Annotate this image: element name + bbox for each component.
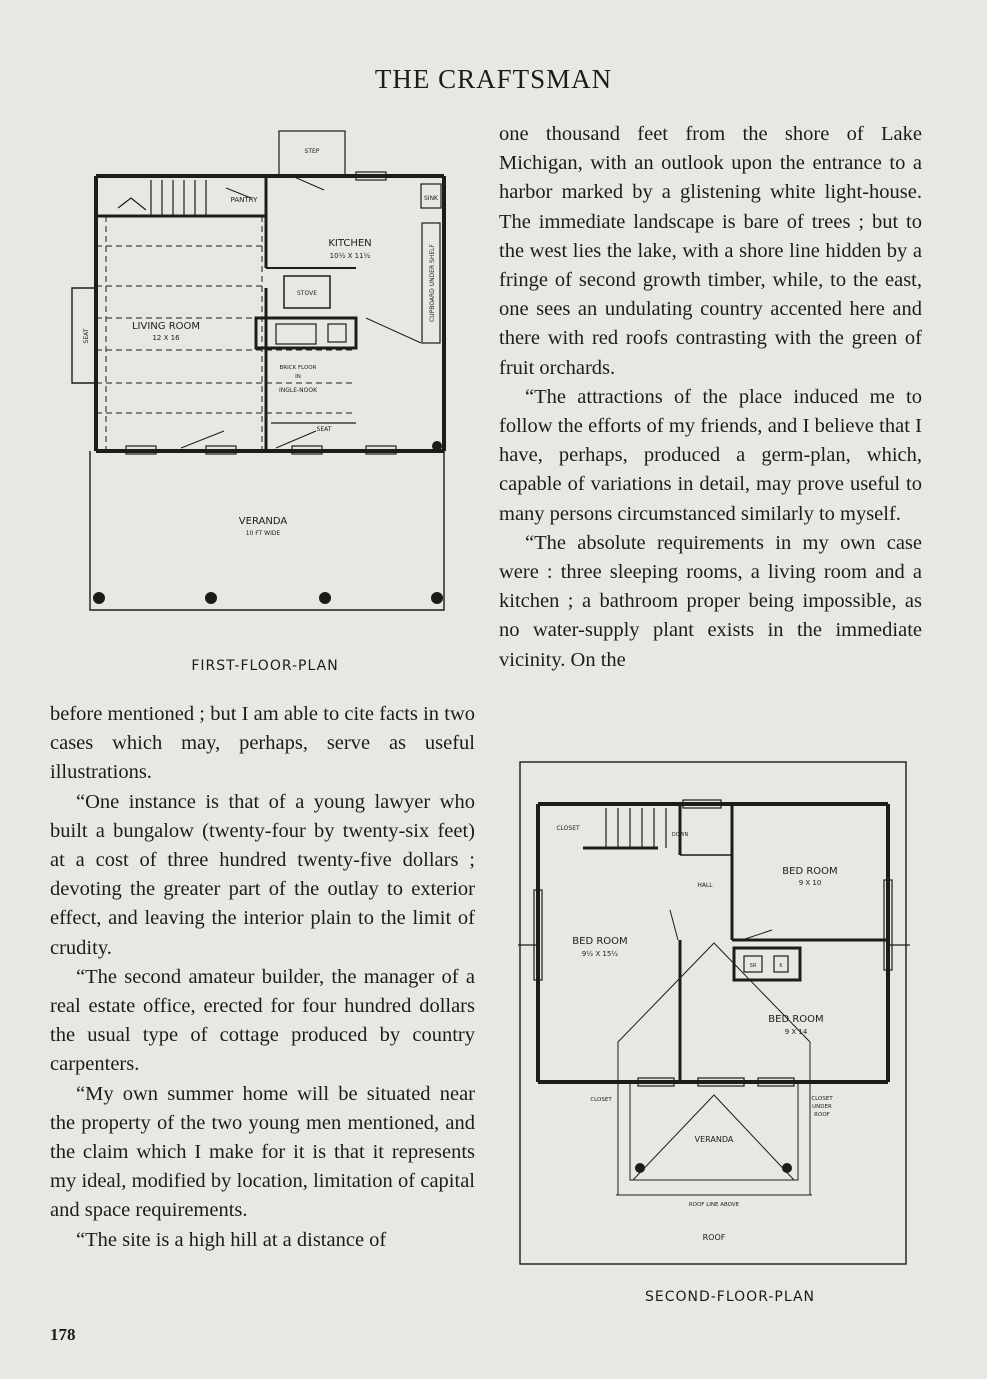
left-paragraph-3: “The second amateur builder, the manager of a real estate office, erected for four hundred dollars the usual type of cottage produced by country carpenters. bbox=[50, 965, 475, 1076]
left-paragraph-2: “One instance is that of a young lawyer who built a bungalow (twenty-four by twenty-six feet) at a cost of three hundred twenty-five dollars ; devoting the greater part of the outlay to exterior effect, and leaving the interior plain to the limit of crudity. bbox=[50, 790, 475, 959]
label-down: DOWN bbox=[671, 832, 689, 838]
left-paragraph-1: before mentioned ; but I am able to cite facts in two cases which may, perhaps, serve as useful illustrations. bbox=[50, 703, 475, 784]
label-bed-room-3: BED ROOM bbox=[768, 1014, 824, 1025]
label-hall: HALL bbox=[697, 882, 713, 889]
left-paragraph-5: “The site is a high hill at a distance of bbox=[76, 1228, 387, 1251]
label-veranda-2: VERANDA bbox=[694, 1135, 734, 1144]
label-kitchen-size: 10½ X 11½ bbox=[329, 252, 371, 260]
label-living-room: LIVING ROOM bbox=[131, 321, 201, 332]
label-pantry: PANTRY bbox=[230, 196, 258, 204]
second-floor-plan bbox=[518, 760, 910, 1268]
label-sink: SINK bbox=[423, 195, 439, 202]
label-cupboard: CUPBOARD UNDER SHELF bbox=[429, 244, 436, 322]
label-closet-right-3: ROOF bbox=[814, 1112, 830, 1118]
running-head: THE CRAFTSMAN bbox=[374, 64, 613, 94]
right-column bbox=[499, 120, 922, 675]
right-paragraph-3: “The absolute requirements in my own case were : three sleeping rooms, a living room and a kitchen ; a bathroom proper being impossible, as no water-supply plant exists in the immediate vicinity. On the bbox=[499, 531, 922, 671]
left-paragraph-4: “My own summer home will be situated near the property of the two young men mentioned, and the claim which I make for it is that it represents my ideal, modified by location, limitation of capital and space requirements. bbox=[50, 1082, 475, 1222]
label-living-size: 12 X 16 bbox=[152, 334, 180, 342]
label-closet-left: CLOSET bbox=[590, 1097, 612, 1103]
label-closet-right-1: CLOSET bbox=[811, 1096, 833, 1102]
label-step: STEP bbox=[304, 148, 320, 155]
label-in: IN bbox=[295, 374, 301, 380]
label-bed-room-1: BED ROOM bbox=[782, 866, 838, 877]
label-closet-top: CLOSET bbox=[556, 825, 580, 832]
label-brick-floor: BRICK FLOOR bbox=[279, 365, 317, 371]
label-chimney-b: K bbox=[779, 963, 783, 969]
right-paragraph-1: one thousand feet from the shore of Lake Michigan, with an outlook upon the entrance to a harbor marked by a glistening white light-house. The immediate landscape is bare of trees ; but to the west lies the lake, with a shore line hidden by a fringe of second growth timber, while, to the east, one sees an undulating country accented here and there with red roofs contrasting with the green of fruit orchards. bbox=[499, 123, 922, 379]
label-kitchen: KITCHEN bbox=[328, 238, 372, 249]
label-bed-room-3-size: 9 X 14 bbox=[784, 1028, 808, 1036]
label-bed-room-2-size: 9½ X 15½ bbox=[581, 950, 619, 958]
label-chimney-a: SR bbox=[749, 963, 757, 969]
first-floor-drawing bbox=[66, 128, 450, 616]
label-ingle-nook: INGLE-NOOK bbox=[278, 387, 318, 394]
label-roof: ROOF bbox=[702, 1233, 726, 1242]
page-number: 178 bbox=[50, 1325, 76, 1344]
second-floor-caption: SECOND-FLOOR-PLAN bbox=[644, 1289, 816, 1305]
left-column bbox=[50, 700, 475, 1255]
label-veranda: VERANDA bbox=[238, 516, 288, 527]
right-paragraph-2: “The attractions of the place induced me to follow the efforts of my friends, and I believe that I have, perhaps, produced a germ-plan, which, capable of variations in detail, may prove useful to many persons circumstanced similarly to myself. bbox=[499, 385, 922, 525]
first-floor-plan bbox=[66, 128, 450, 616]
label-roof-line: ROOF LINE ABOVE bbox=[688, 1202, 740, 1208]
label-closet-right-2: UNDER bbox=[812, 1104, 832, 1110]
first-floor-caption: FIRST-FLOOR-PLAN bbox=[191, 658, 339, 674]
label-bed-room-2: BED ROOM bbox=[572, 936, 628, 947]
label-bed-room-1-size: 9 X 10 bbox=[798, 879, 822, 887]
label-seat-bottom: SEAT bbox=[316, 426, 332, 433]
label-veranda-width: 10 FT WIDE bbox=[245, 530, 281, 537]
label-stove: STOVE bbox=[297, 290, 317, 297]
label-seat-left: SEAT bbox=[83, 328, 90, 344]
second-floor-drawing bbox=[518, 760, 910, 1268]
